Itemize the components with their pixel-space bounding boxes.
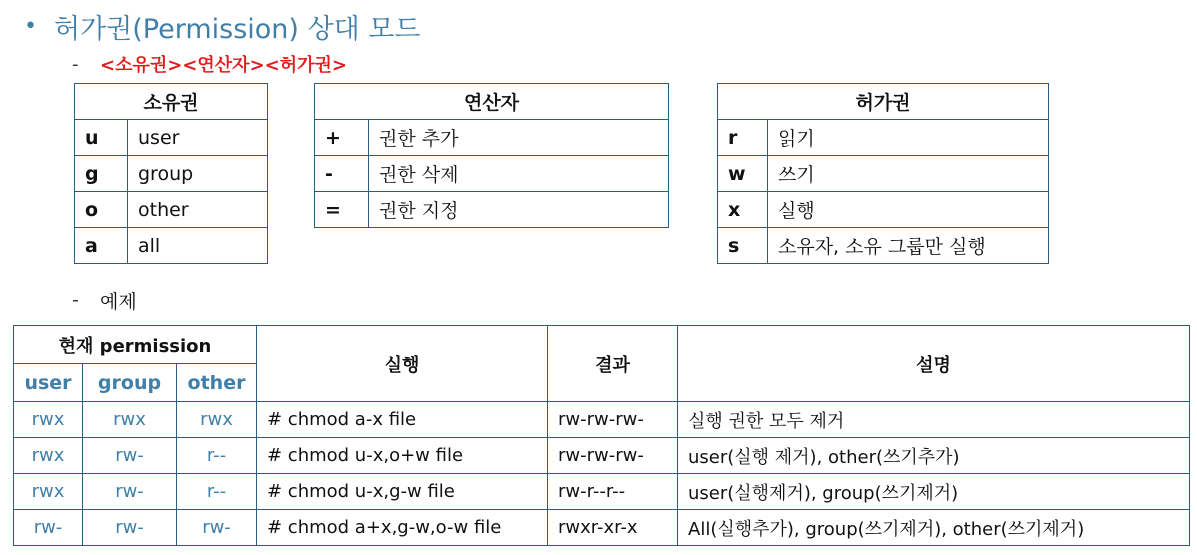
cell-other: r-- — [177, 438, 257, 474]
ownership-value: other — [128, 192, 268, 228]
example-label: 예제 — [100, 290, 137, 313]
table-row — [75, 120, 268, 156]
dash-icon: - — [72, 289, 79, 311]
dash-icon: - — [72, 53, 79, 75]
ownership-value: group — [128, 156, 268, 192]
operator-value: 권한 추가 — [369, 120, 669, 156]
table-row — [718, 192, 1049, 228]
table-row — [718, 156, 1049, 192]
cell-group: rw- — [83, 438, 177, 474]
header-other: other — [177, 364, 257, 402]
table-row — [315, 192, 669, 228]
table-row — [14, 438, 1190, 474]
cell-description: user(실행제거), group(쓰기제거) — [678, 474, 1190, 510]
permission-value: 실행 — [768, 192, 1049, 228]
header-command: 실행 — [257, 326, 548, 402]
cell-user: rwx — [14, 474, 83, 510]
cell-command: # chmod a-x file — [257, 402, 548, 438]
ownership-table — [74, 83, 268, 264]
cell-result: rw-r--r-- — [548, 474, 678, 510]
cell-result: rw-rw-rw- — [548, 438, 678, 474]
ownership-value: user — [128, 120, 268, 156]
operator-key: = — [315, 192, 369, 228]
cell-group: rw- — [83, 474, 177, 510]
permission-key: x — [718, 192, 768, 228]
cell-command: # chmod a+x,g-w,o-w file — [257, 510, 548, 546]
table-row — [75, 192, 268, 228]
table-row — [315, 120, 669, 156]
ownership-value: all — [128, 228, 268, 264]
cell-description: user(실행 제거), other(쓰기추가) — [678, 438, 1190, 474]
permission-key: r — [718, 120, 768, 156]
cell-description: 실행 권한 모두 제거 — [678, 402, 1190, 438]
example-line — [72, 286, 137, 314]
header-current-permission: 현재 permission — [14, 326, 257, 364]
permission-value: 쓰기 — [768, 156, 1049, 192]
header-description: 설명 — [678, 326, 1190, 402]
permission-title: 허가권 — [718, 84, 1049, 120]
permission-key: w — [718, 156, 768, 192]
ownership-key: u — [75, 120, 128, 156]
page-title: 허가권(Permission) 상대 모드 — [54, 13, 421, 45]
operator-value: 권한 삭제 — [369, 156, 669, 192]
table-row — [14, 474, 1190, 510]
table-row — [14, 510, 1190, 546]
bullet-icon: • — [24, 13, 37, 39]
permission-value: 읽기 — [768, 120, 1049, 156]
cell-result: rw-rw-rw- — [548, 402, 678, 438]
cell-group: rwx — [83, 402, 177, 438]
ownership-key: o — [75, 192, 128, 228]
table-row — [75, 228, 268, 264]
cell-other: rwx — [177, 402, 257, 438]
operator-title: 연산자 — [315, 84, 669, 120]
header-user: user — [14, 364, 83, 402]
operator-key: + — [315, 120, 369, 156]
cell-command: # chmod u-x,g-w file — [257, 474, 548, 510]
ownership-title: 소유권 — [75, 84, 268, 120]
cell-other: rw- — [177, 510, 257, 546]
syntax-line — [72, 50, 347, 78]
syntax-text: <소유권><연산자><허가권> — [100, 55, 347, 76]
table-row — [718, 228, 1049, 264]
cell-group: rw- — [83, 510, 177, 546]
ownership-key: a — [75, 228, 128, 264]
cell-result: rwxr-xr-x — [548, 510, 678, 546]
header-group: group — [83, 364, 177, 402]
cell-description: All(실행추가), group(쓰기제거), other(쓰기제거) — [678, 510, 1190, 546]
table-row — [14, 402, 1190, 438]
operator-key: - — [315, 156, 369, 192]
header-result: 결과 — [548, 326, 678, 402]
table-row — [75, 156, 268, 192]
cell-command: # chmod u-x,o+w file — [257, 438, 548, 474]
example-table — [13, 325, 1190, 546]
cell-user: rw- — [14, 510, 83, 546]
permission-key: s — [718, 228, 768, 264]
operator-table — [314, 83, 669, 228]
heading-line — [24, 6, 420, 46]
cell-user: rwx — [14, 402, 83, 438]
table-row — [718, 120, 1049, 156]
permission-value: 소유자, 소유 그룹만 실행 — [768, 228, 1049, 264]
permission-table — [717, 83, 1049, 264]
operator-value: 권한 지정 — [369, 192, 669, 228]
cell-other: r-- — [177, 474, 257, 510]
cell-user: rwx — [14, 438, 83, 474]
ownership-key: g — [75, 156, 128, 192]
table-row — [315, 156, 669, 192]
